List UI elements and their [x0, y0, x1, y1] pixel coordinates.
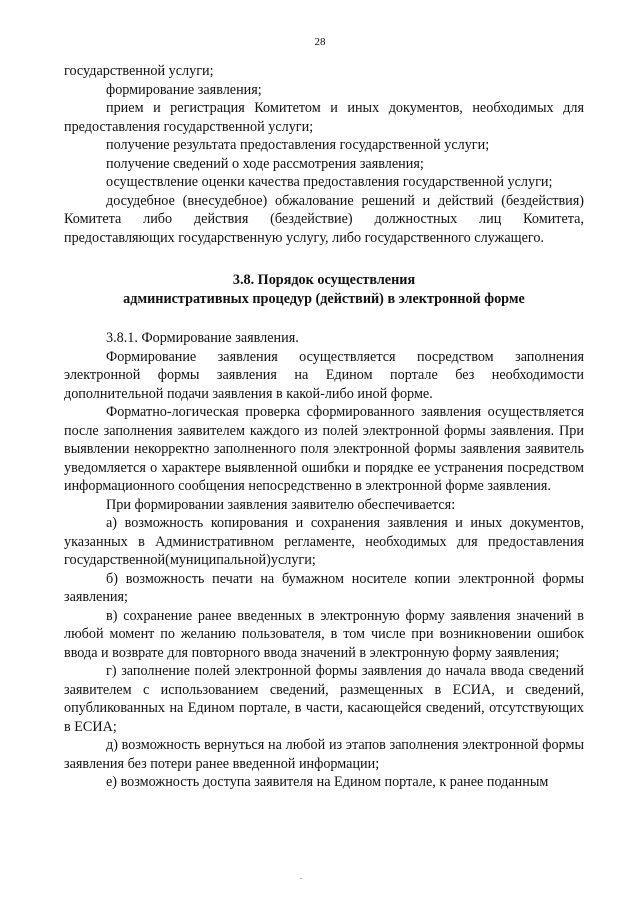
- document-body: [64, 62, 584, 792]
- paragraph: При формировании заявления заявителю обеспечивается:: [106, 496, 456, 513]
- list-item: д) возможность вернуться на любой из этапов заполнения электронной формы заявления без потери ранее введенной информации;: [64, 737, 584, 772]
- intro-item: получение сведений о ходе рассмотрения заявления;: [106, 155, 424, 172]
- intro-item: прием и регистрация Комитетом и иных документов, необходимых для предоставления государственной услуги;: [64, 100, 584, 135]
- spacer: [64, 247, 584, 271]
- page-number: 28: [314, 36, 326, 48]
- scan-mark: [300, 878, 302, 879]
- intro-item: осуществление оценки качества предоставления государственной услуги;: [106, 174, 553, 190]
- list-item: а) возможность копирования и сохранения заявления и иных документов, указанных в Административном регламенте, необходимых для предоставления государственной(муниципальной)услуги;: [64, 515, 584, 568]
- intro-item: досудебное (внесудебное) обжалование решений и действий (бездействия) Комитета либо действия (бездействие) должностных лиц Комитета, предоставляющих государственную услугу, либо государственного служащего.: [64, 192, 584, 246]
- intro-item: получение результата предоставления государственной услуги;: [106, 137, 490, 153]
- paragraph: Формирование заявления осуществляется посредством заполнения электронной формы заявления на Едином портале без необходимости дополнительной подачи заявления в какой-либо иной форме.: [64, 348, 584, 402]
- list-item: в) сохранение ранее введенных в электронную форму заявления значений в любой момент по желанию пользователя, в том числе при возникновении ошибок ввода и возврате для повторного ввода значений в электронную форму заявления;: [64, 607, 584, 661]
- section-heading-line-2: административных процедур (действий) в электронной форме: [123, 291, 525, 307]
- paragraph: Форматно-логическая проверка сформированного заявления осуществляется после заполнения заявителем каждого из полей электронной формы заявления. При выявлении некорректно заполненного поля электронной формы заявления заявитель уведомляется о характере выявленной ошибки и порядке ее устранения посредством информационного сообщения непосредственно в электронной форме заявления.: [64, 404, 584, 494]
- list-item: б) возможность печати на бумажном носителе копии электронной формы заявления;: [64, 570, 584, 605]
- section-heading-line-1: 3.8. Порядок осуществления: [232, 272, 416, 288]
- subsection-title: 3.8.1. Формирование заявления.: [106, 330, 299, 346]
- intro-item: формирование заявления;: [106, 81, 262, 98]
- list-item: е) возможность доступа заявителя на Едином портале, к ранее поданным: [106, 774, 549, 790]
- spacer: [64, 309, 584, 329]
- list-item: г) заполнение полей электронной формы заявления до начала ввода сведений заявителем с использованием сведений, размещенных в ЕСИА, и сведений, опубликованных на Едином портале, в части, касающейся сведений, отсутствующих в ЕСИА;: [64, 663, 584, 735]
- intro-item-continuation: государственной услуги;: [64, 63, 214, 79]
